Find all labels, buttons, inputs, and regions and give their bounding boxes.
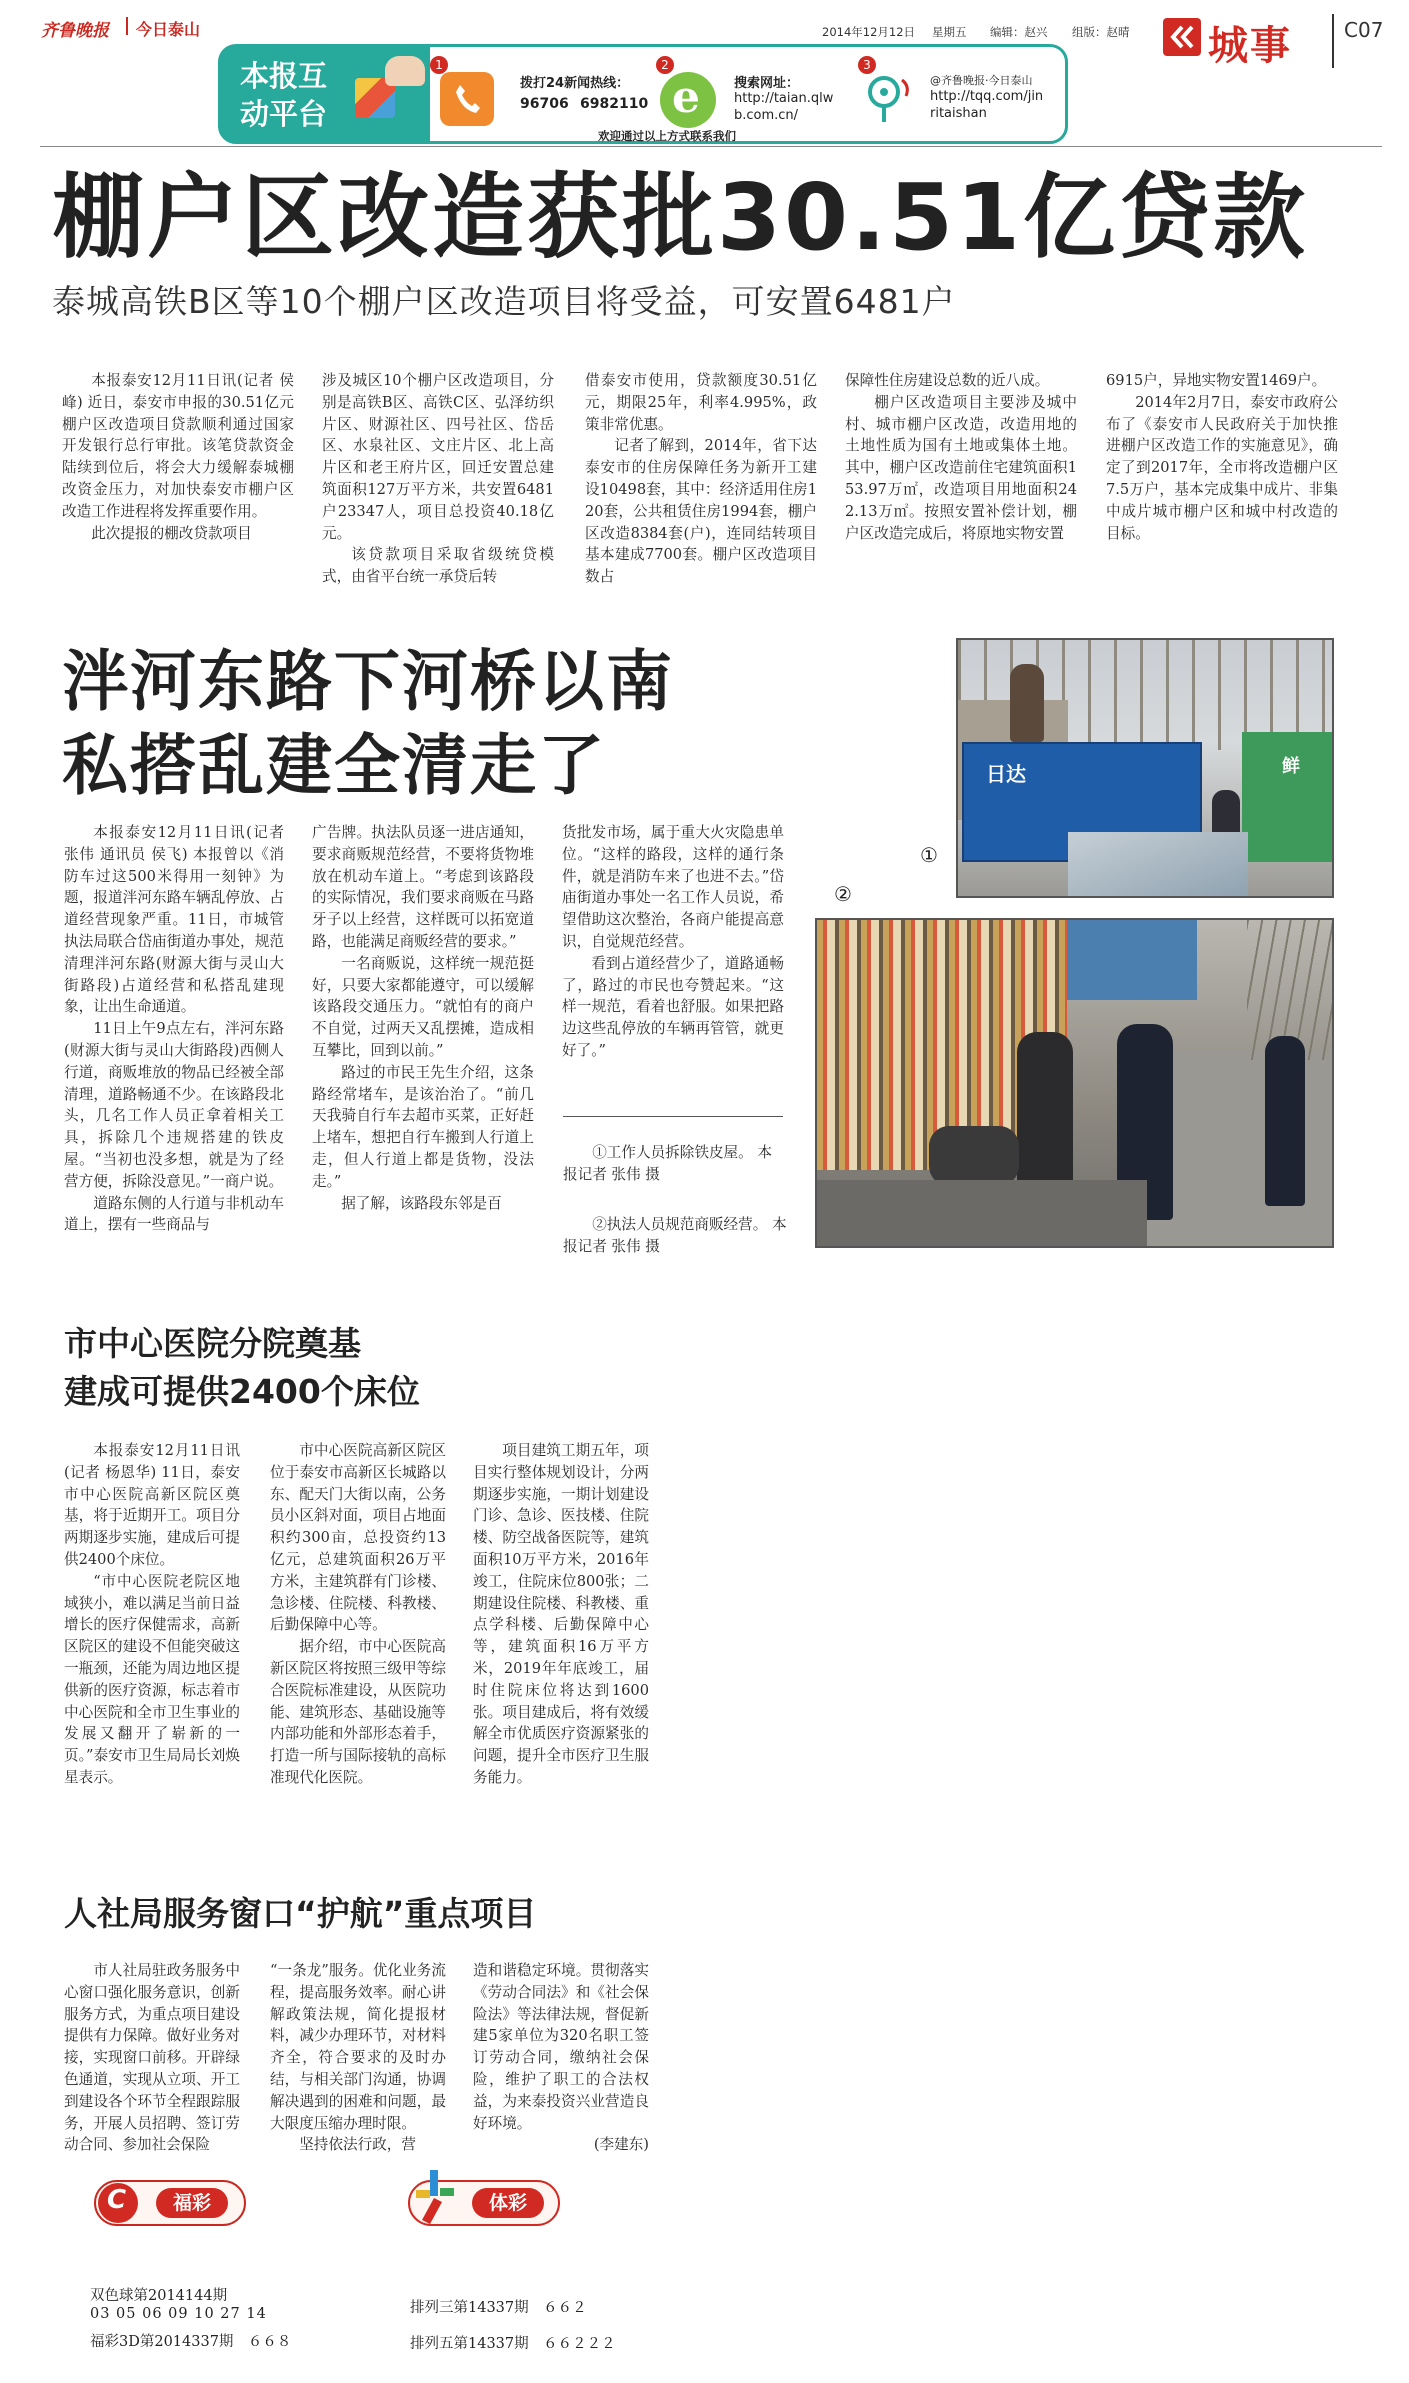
paragraph: 此次提报的棚改贷款项目 — [91, 524, 252, 542]
paragraph: 货批发市场，属于重大火灾隐患单位。“这样的路段，这样的通行条件，就是消防车来了也进不去。”岱庙街道办事处一名工作人员说，希望借助这次整治，各商户能提高意识，自觉规范经营。 — [562, 824, 784, 950]
header-weekday: 星期五 — [932, 25, 967, 39]
photo2-ground — [817, 1180, 1147, 1248]
paragraph: “一条龙”服务。优化业务流程，提高服务效率。耐心讲解政策法规，简化提报材料，减少办理环节，对材料齐全，符合要求的及时办结，与相关部门沟通，协调解决遇到的困难和问题，最大限度压缩办理时限。 — [270, 1962, 446, 2132]
article1-col5 — [1106, 370, 1338, 544]
hotline-label: 拨打24新闻热线： — [520, 76, 630, 91]
paragraph: 本报泰安12月11日讯(记者 侯峰) 近日，泰安市申报的30.51亿元棚户区改造项目贷款顺利通过国家开发银行总行审批。该笔贷款资金陆续到位后，将会大力缓解泰城棚改资金压力，对加快泰安市棚户区改造工作进程将发挥重要作用。 — [62, 372, 294, 520]
photo2-signboard — [1067, 920, 1197, 1000]
article2-headline-line1: 泮河东路下河桥以南 — [62, 643, 674, 720]
phone-glyph — [452, 82, 482, 116]
search-url-1[interactable]: http://taian.qlw — [734, 91, 834, 106]
photo1-caption: ①工作人员拆除铁皮屋。 本报记者 张伟 摄 — [563, 1144, 772, 1183]
platform-footer: 欢迎通过以上方式联系我们 — [598, 129, 736, 143]
weibo-url-1[interactable]: http://tqq.com/jin — [930, 89, 1044, 104]
article1-col2 — [322, 370, 554, 588]
article4-col1 — [64, 1960, 240, 2156]
article3-col1 — [64, 1440, 240, 1789]
byline: (李建东) — [593, 2136, 649, 2154]
platform-item3-number: 3 — [858, 56, 876, 74]
article2-col3 — [562, 822, 784, 1062]
article1-headline: 棚户区改造获批30.51亿贷款 — [52, 164, 1309, 271]
masthead-divider — [126, 17, 128, 35]
article1-col1 — [62, 370, 294, 544]
photo1-worker-top — [1010, 664, 1044, 742]
paragraph: 看到占道经营少了，道路通畅了，路过的市民也夸赞起来。“这样一规范，看着也舒服。如果把路边这些乱停放的车辆再管管，就更好了。” — [562, 954, 784, 1059]
pl5-result: 排列五第14337期 ６６２２２ — [410, 2336, 616, 2352]
paragraph: 市中心医院高新区院区位于泰安市高新区长城路以东、配天门大街以南，公务员小区斜对面，项目占地面积约300亩，总投资约13亿元，总建筑面积26万平方米，主建筑群有门诊楼、急诊楼、住院楼、科教楼、后勤保障中心等。 — [270, 1442, 446, 1634]
ssq-numbers: 03 05 06 09 10 27 14 — [90, 2306, 267, 2322]
photo2-scooter — [929, 1126, 1019, 1186]
photo2-officer-2 — [1265, 1036, 1305, 1206]
paragraph: 道路东侧的人行道与非机动车道上，摆有一些商品与 — [64, 1194, 284, 1234]
fucai-label: 福彩 — [156, 2188, 228, 2218]
weibo-url-2[interactable]: ritaishan — [930, 106, 987, 121]
header-vline — [1332, 14, 1334, 68]
hotline-phone-2: 6982110 — [580, 96, 649, 112]
photo1-stall-sign: 鲜 — [1282, 756, 1300, 777]
weibo-icon — [862, 72, 918, 126]
browser-e-glyph: e — [672, 72, 700, 123]
page-number: C07 — [1344, 18, 1384, 42]
weibo-label: @齐鲁晚报·今日泰山 — [930, 74, 1033, 87]
paragraph: 2014年2月7日，泰安市政府公布了《泰安市人民政府关于加快推进棚户区改造工作的实施意见》，确定了到2017年，全市将改造棚户区7.5万户，基本完成集中成片、非集中成片城市棚户区和城中村改造的目标。 — [1106, 393, 1338, 542]
paragraph: 涉及城区10个棚户区改造项目，分别是高铁B区、高铁C区、弘泽纺织片区、财源社区、四号社区、岱岳区、水泉社区、文庄片区、北上高片区和老王府片区，回迁安置总建筑面积127万平方米，共安置6481户23347人，项目总投资40.18亿元。 — [322, 372, 554, 542]
edition-name: 今日泰山 — [136, 20, 201, 39]
paragraph: 造和谐稳定环境。贯彻落实《劳动合同法》和《社会保险法》等法律法规，督促新建5家单位为320名职工签订劳动合同，缴纳社会保险，维护了职工的合法权益，为来泰投资兴业营造良好环境。 — [473, 1962, 649, 2132]
photo1-shed-sign: 日达 — [986, 762, 1026, 786]
ssq-issue: 双色球第2014144期 — [90, 2288, 228, 2304]
hotline-phone-1: 96706 — [520, 96, 569, 112]
article4-col3 — [473, 1960, 649, 2156]
article4-headline: 人社局服务窗口“护航”重点项目 — [64, 1894, 537, 1933]
header-date: 2014年12月12日 — [822, 25, 916, 39]
platform-item2-number: 2 — [656, 56, 674, 74]
paragraph: 本报泰安12月11日讯(记者 杨恩华) 11日，泰安市中心医院高新区院区奠基，将于近期开工。项目分两期逐步实施，建成后可提供2400个床位。 — [64, 1442, 240, 1568]
article2-col2 — [312, 822, 534, 1214]
platform-title-l1: 本报互 — [240, 59, 328, 93]
article3-headline-line1: 市中心医院分院奠基 — [64, 1324, 361, 1363]
paragraph: “市中心医院老院区地域狭小，难以满足当前日益增长的医疗保健需求，高新区院区的建设不但能突破这一瓶颈，还能为周边地区提供新的医疗资源，标志着市中心医院和全市卫生事业的发展又翻开了崭新的一页。”泰安市卫生局局长刘焕星表示。 — [64, 1572, 240, 1786]
paragraph: 市人社局驻政务服务中心窗口强化服务意识，创新服务方式，为重点项目建设提供有力保障。做好业务对接，实现窗口前移。开辟绿色通道，实现从立项、开工到建设各个环节全程跟踪服务，开展人员招聘、签订劳动合同、参加社会保险 — [64, 1962, 240, 2154]
paragraph: 借泰安市使用，贷款额度30.51亿元，期限25年，利率4.995%，政策非常优惠。 — [585, 372, 817, 433]
article2-headline-line2: 私搭乱建全清走了 — [62, 727, 606, 804]
photo2-road — [1147, 1050, 1334, 1248]
fc3d-result: 福彩3D第2014337期 ６６８ — [90, 2334, 292, 2350]
paragraph: 该贷款项目采取省级统贷模式，由省平台统一承贷后转 — [322, 546, 554, 586]
platform-title-l2: 动平台 — [240, 97, 328, 131]
ticai-label: 体彩 — [472, 2188, 544, 2218]
header-editor: 编辑：赵兴 — [990, 25, 1048, 39]
photo2-vendor — [1017, 1032, 1073, 1202]
fucai-emblem-glyph: C — [107, 2185, 127, 2215]
paragraph: 一名商贩说，这样统一规范挺好，只要大家都能遵守，可以缓解该路段交通压力。“就怕有的商户不自觉，过两天又乱摆摊，造成相互攀比，回到以前。” — [312, 954, 534, 1059]
header-layout: 组版：赵晴 — [1072, 25, 1130, 39]
chevron-left-icon — [1168, 24, 1196, 50]
article3-col2 — [270, 1440, 446, 1789]
article3-headline-line2: 建成可提供2400个床位 — [64, 1372, 420, 1411]
photo-1-demolition — [956, 638, 1334, 898]
article1-subhead: 泰城高铁B区等10个棚户区改造项目将受益，可安置6481户 — [52, 282, 956, 321]
paragraph: 棚户区改造项目主要涉及城中村、城市棚户区改造，改造用地的土地性质为国有土地或集体土地。其中，棚户区改造前住宅建筑面积153.97万㎡，改造项目用地面积242.13万㎡。按照安置补偿计划，棚户区改造完成后，将原地实物安置 — [845, 393, 1077, 542]
hand-icon — [385, 56, 425, 86]
photo2-caption: ②执法人员规范商贩经营。 本报记者 张伟 摄 — [563, 1216, 787, 1255]
header-rule — [40, 146, 1382, 147]
search-url-label: 搜索网址： — [734, 76, 800, 91]
search-url-2[interactable]: b.com.cn/ — [734, 108, 799, 123]
paragraph: 广告牌。执法队员逐一进店通知，要求商贩规范经营，不要将货物堆放在机动车道上。“考虑到该路段的实际情况，我们要求商贩在马路牙子以上经营，这样既可以拓宽道路，也能满足商贩经营的要求。” — [312, 824, 534, 950]
paragraph: 保障性住房建设总数的近八成。 — [845, 372, 1050, 389]
masthead-logo: 齐鲁晚报 — [41, 21, 109, 41]
paragraph: 坚持依法行政，营 — [299, 2136, 416, 2154]
section-title: 城事 — [1208, 23, 1292, 69]
photo2-marker: ② — [834, 882, 852, 906]
photo1-marker: ① — [920, 843, 938, 867]
article1-col3 — [585, 370, 817, 588]
platform-item1-number: 1 — [430, 56, 448, 74]
paragraph: 6915户，异地实物安置1469户。 — [1106, 372, 1327, 389]
paragraph: 据了解，该路段东邻是百 — [341, 1194, 502, 1212]
paragraph: 本报泰安12月11日讯(记者 张伟 通讯员 侯飞) 本报曾以《消防车过这500米得用一刻钟》为题，报道泮河东路车辆乱停放、占道经营现象严重。11日，市城管执法局联合岱庙街道办事处，规范清理泮河东路(财源大街与灵山大街路段)占道经营和私搭乱建现象，让出生命通道。 — [64, 824, 284, 1016]
paragraph: 据介绍，市中心医院高新区院区将按照三级甲等综合医院标准建设，从医院功能、建筑形态、基础设施等内部功能和外部形态着手，打造一所与国际接轨的高标准现代化医院。 — [270, 1638, 446, 1786]
article3-col3 — [473, 1440, 649, 1789]
ticai-emblem-icon — [412, 2168, 460, 2226]
article2-col1 — [64, 822, 284, 1236]
paragraph: 11日上午9点左右，泮河东路(财源大街与灵山大街路段)西侧人行道，商贩堆放的物品已经被全部清理，道路畅通不少。在该路段北头，几名工作人员正拿着相关工具，拆除几个违规搭建的铁皮屋。“当初也没多想，就是为了经营方便，拆除没意见。”一商户说。 — [64, 1020, 284, 1190]
paragraph: 项目建筑工期五年，项目实行整体规划设计，分两期逐步实施，一期计划建设门诊、急诊、医技楼、住院楼、防空战备医院等，建筑面积10万平方米，2016年竣工，住院床位800张；二期建设住院楼、科教楼、重点学科楼、后勤保障中心等，建筑面积16万平方米，2019年年底竣工，届时住院床位将达到1600张。项目建成后，将有效缓解全市优质医疗资源紧张的问题，提升全市医疗卫生服务能力。 — [473, 1442, 649, 1786]
article1-col4 — [845, 370, 1077, 544]
paragraph: 路过的市民王先生介绍，这条路经常堵车，是该治治了。“前几天我骑自行车去超市买菜，正好赶上堵车，想把自行车搬到人行道上走，但人行道上都是货物，没法走。” — [312, 1063, 534, 1190]
pl3-result: 排列三第14337期 ６６２ — [410, 2300, 587, 2316]
paragraph: 记者了解到，2014年，省下达泰安市的住房保障任务为新开工建设10498套，其中：经济适用住房120套，公共租赁住房1994套，棚户区改造8384套(户)，连同结转项目基本建成7700套。棚户区改造项目数占 — [585, 437, 817, 586]
photo-2-enforcement — [815, 918, 1334, 1248]
photo1-scrap-sheets — [1068, 832, 1248, 898]
article4-col2 — [270, 1960, 446, 2156]
caption-rule — [563, 1116, 783, 1117]
